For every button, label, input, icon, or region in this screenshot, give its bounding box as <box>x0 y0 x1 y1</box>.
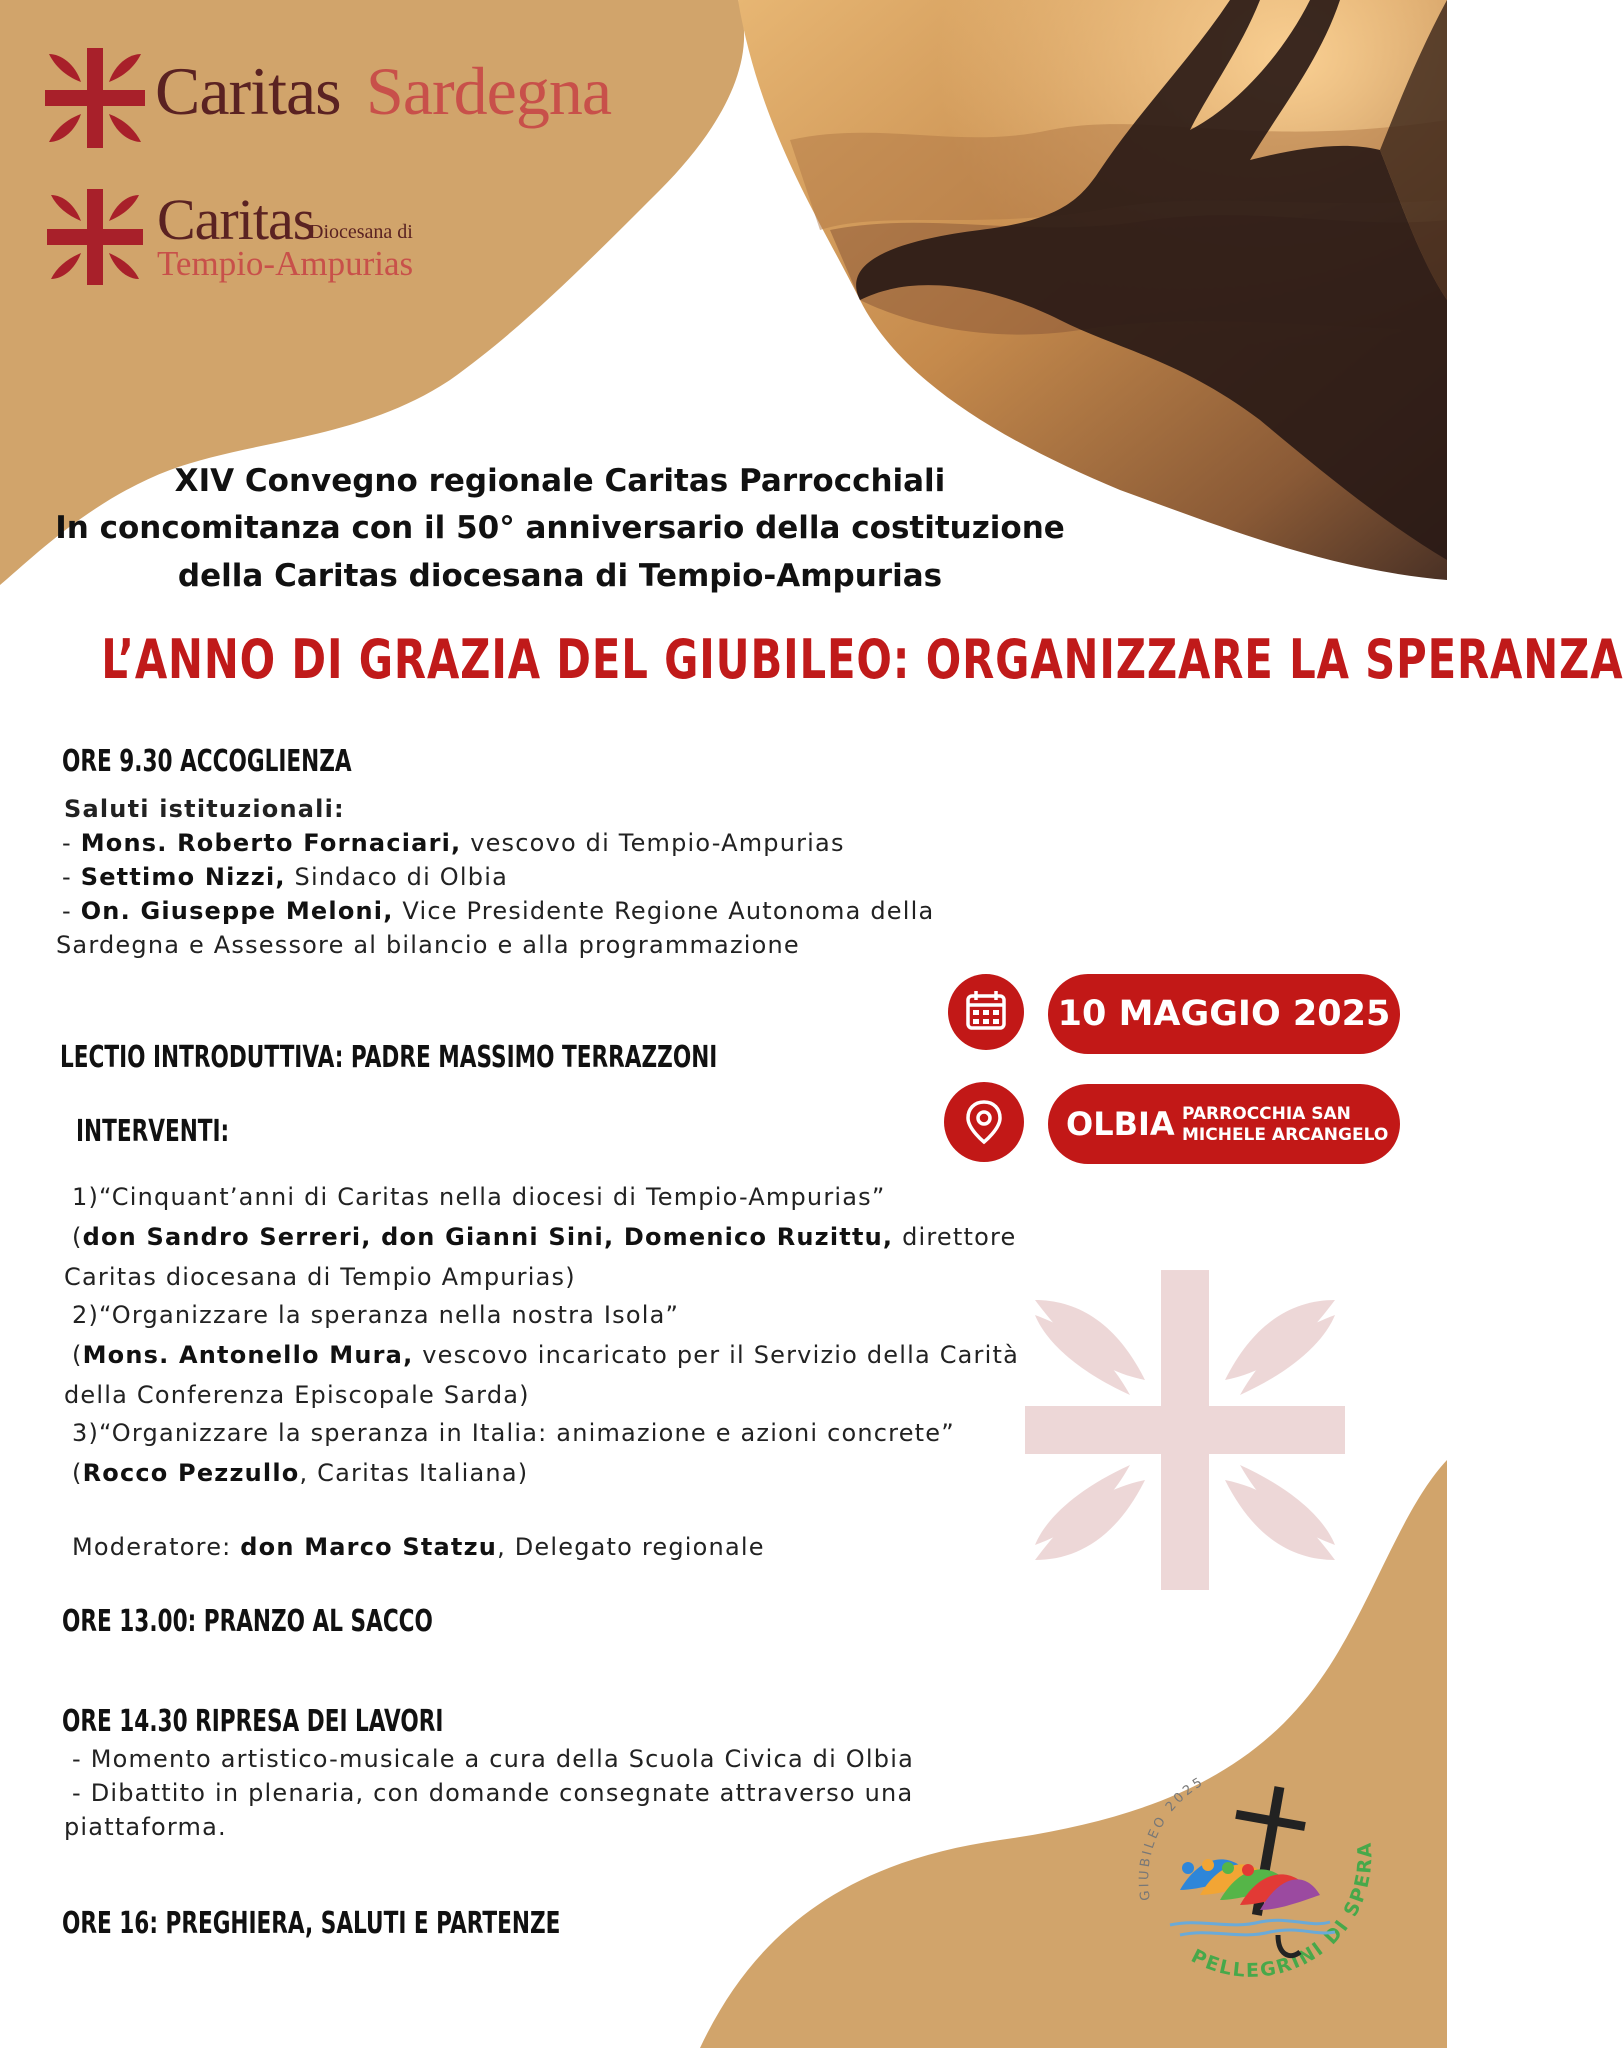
intervento-2-speakers: (Mons. Antonello Mura, vescovo incaricato per il Servizio della Carità <box>72 1341 1020 1369</box>
intervento-1-speakers: (don Sandro Serreri, don Gianni Sini, Domenico Ruzittu, direttore <box>72 1223 1017 1251</box>
caritas-cross-icon <box>45 48 145 148</box>
ripresa-item-2: - Dibattito in plenaria, con domande consegnate attraverso una <box>72 1779 914 1807</box>
intro-line-3: della Caritas diocesana di Tempio-Ampurias <box>177 558 943 594</box>
saluti-continuation: Sardegna e Assessore al bilancio e alla programmazione <box>56 931 800 959</box>
intro-line-2: In concomitanza con il 50° anniversario della costituzione <box>55 510 1065 546</box>
intervento-1-title: 1)“Cinquant’anni di Caritas nella diocesi di Tempio-Ampurias” <box>72 1183 886 1211</box>
venue-line-1: PARROCCHIA SAN <box>1182 1104 1351 1124</box>
date-badge <box>1048 974 1400 1054</box>
caritas-cross-icon <box>47 189 143 285</box>
caritas-tempio-word-diocesana: Diocesana di <box>309 221 413 243</box>
event-city: OLBIA <box>1066 1105 1175 1143</box>
jubilee-top-text: GIUBILEO 2025 <box>1136 1773 1208 1902</box>
intervento-3-speakers: (Rocco Pezzullo, Caritas Italiana) <box>72 1459 529 1487</box>
caritas-cross-watermark <box>1025 1270 1345 1590</box>
moderatore: Moderatore: don Marco Statzu, Delegato regionale <box>72 1533 765 1561</box>
caritas-tempio-word-caritas: Caritas <box>157 187 315 252</box>
intervento-1-cont: Caritas diocesana di Tempio Ampurias) <box>64 1263 576 1291</box>
location-icon-circle <box>944 1082 1024 1162</box>
heading-interventi: INTERVENTI: <box>76 1114 230 1149</box>
caritas-sardegna-word-caritas: Caritas <box>155 53 341 129</box>
location-badge <box>1048 1084 1400 1164</box>
saluti-item: - On. Giuseppe Meloni, Vice Presidente Regione Autonoma della <box>62 897 935 925</box>
caritas-sardegna-word-sardegna: Sardegna <box>366 53 612 129</box>
saluti-item: - Mons. Roberto Fornaciari, vescovo di Tempio-Ampurias <box>62 829 845 857</box>
event-venue <box>1182 1104 1388 1146</box>
caritas-tempio-word-tempio: Tempio-Ampurias <box>157 244 414 283</box>
intro-line-1: XIV Convegno regionale Caritas Parrocchiali <box>174 463 946 499</box>
heading-lectio: LECTIO INTRODUTTIVA: PADRE MASSIMO TERRAZZONI <box>60 1040 718 1075</box>
map-pin-icon <box>944 1082 1024 1162</box>
heading-ripresa: ORE 14.30 RIPRESA DEI LAVORI <box>62 1704 444 1739</box>
venue-line-2: MICHELE ARCANGELO <box>1182 1125 1389 1145</box>
event-title: L’ANNO DI GRAZIA DEL GIUBILEO: ORGANIZZARE LA SPERANZA <box>101 628 1623 691</box>
intervento-2-title: 2)“Organizzare la speranza nella nostra Isola” <box>72 1301 680 1329</box>
saluti-label: Saluti istituzionali: <box>64 795 345 823</box>
heading-preghiera: ORE 16: PREGHIERA, SALUTI E PARTENZE <box>62 1906 561 1941</box>
jubilee-bottom-text: PELLEGRINI DI SPERA <box>1187 1840 1377 1982</box>
calendar-icon-circle <box>948 974 1024 1050</box>
event-date: 10 MAGGIO 2025 <box>1057 994 1391 1034</box>
heading-accoglienza: ORE 9.30 ACCOGLIENZA <box>62 744 352 779</box>
heading-pranzo: ORE 13.00: PRANZO AL SACCO <box>62 1604 433 1639</box>
saluti-item: - Settimo Nizzi, Sindaco di Olbia <box>62 863 508 891</box>
ripresa-item-1: - Momento artistico-musicale a cura della Scuola Civica di Olbia <box>72 1745 914 1773</box>
calendar-icon <box>948 974 1024 1050</box>
ripresa-item-2-cont: piattaforma. <box>64 1813 227 1841</box>
intervento-2-cont: della Conferenza Episcopale Sarda) <box>64 1381 530 1409</box>
intervento-3-title: 3)“Organizzare la speranza in Italia: animazione e azioni concrete” <box>72 1419 955 1447</box>
